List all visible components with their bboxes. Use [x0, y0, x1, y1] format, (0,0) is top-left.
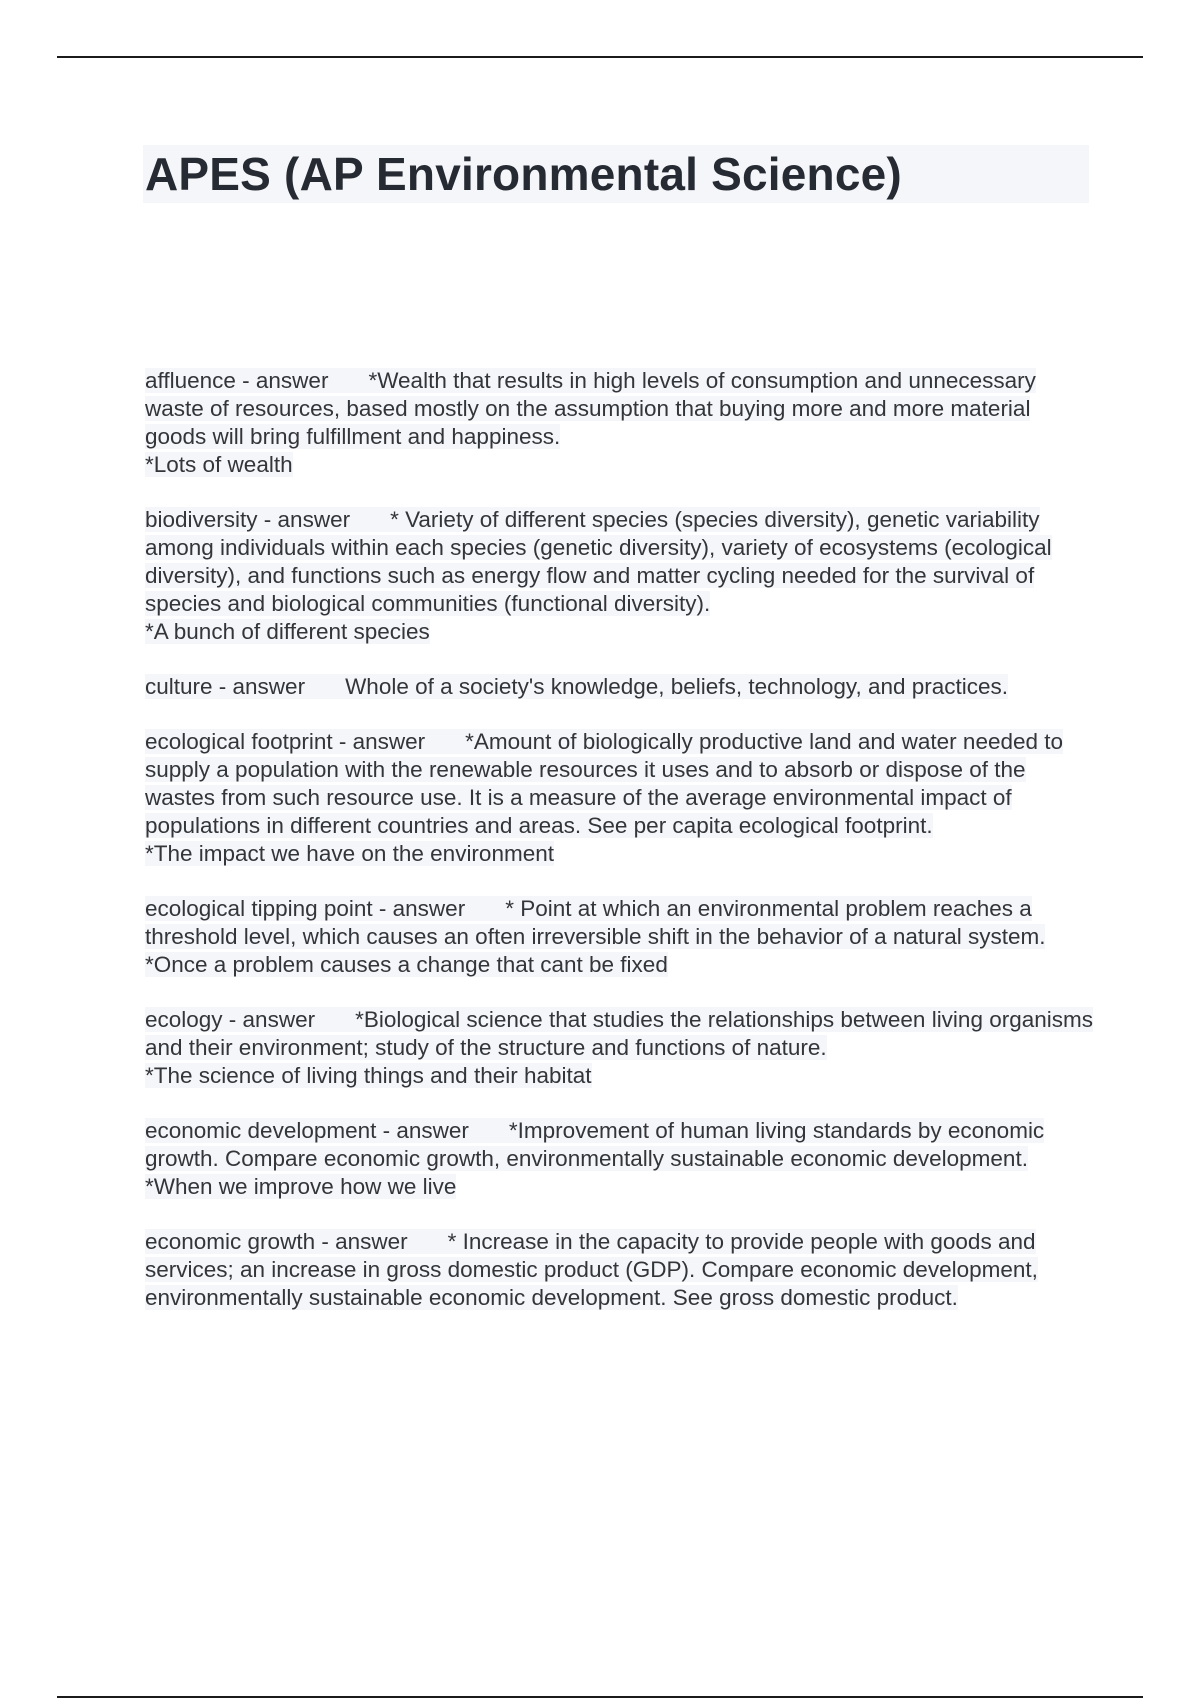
entry-summary: *Lots of wealth	[145, 452, 293, 477]
entry-term: economic development - answer	[145, 1118, 469, 1143]
list-item	[145, 728, 1095, 868]
entry-summary: *A bunch of different species	[145, 619, 430, 644]
entry-definition: * Increase in the capacity to provide people with goods and services; an increase in gross domestic product (GDP). Compare economic development, environmentally sustainable economic development. See gross domestic product.	[145, 1229, 1038, 1310]
entry-list	[145, 367, 1095, 1339]
top-rule	[57, 56, 1143, 58]
entry-definition: *Biological science that studies the relationships between living organisms and their environment; study of the structure and functions of nature.	[145, 1007, 1094, 1060]
entry-summary: *Once a problem causes a change that cant be fixed	[145, 952, 668, 977]
entry-term: ecological tipping point - answer	[145, 896, 466, 921]
list-item	[145, 1228, 1095, 1312]
bottom-rule	[57, 1696, 1143, 1698]
entry-definition: * Point at which an environmental problem reaches a threshold level, which causes an often irreversible shift in the behavior of a natural system.	[145, 896, 1046, 949]
list-item	[145, 895, 1095, 979]
entry-term: biodiversity - answer	[145, 507, 351, 532]
list-item	[145, 1117, 1095, 1201]
entry-term: ecological footprint - answer	[145, 729, 426, 754]
entry-definition: Whole of a society's knowledge, beliefs, technology, and practices.	[345, 674, 1009, 699]
entry-definition: *Amount of biologically productive land and water needed to supply a population with the renewable resources it uses and to absorb or dispose of the wastes from such resource use. It is a measure of the average environmental impact of populations in different countries and areas. See per capita ecological footprint.	[145, 729, 1064, 838]
entry-summary: *When we improve how we live	[145, 1174, 457, 1199]
entry-summary: *The impact we have on the environment	[145, 841, 554, 866]
entry-term: ecology - answer	[145, 1007, 316, 1032]
list-item	[145, 367, 1095, 479]
entry-summary: *The science of living things and their habitat	[145, 1063, 592, 1088]
entry-definition: *Wealth that results in high levels of consumption and unnecessary waste of resources, based mostly on the assumption that buying more and more material goods will bring fulfillment and happiness.	[145, 368, 1036, 449]
page-title: APES (AP Environmental Science)	[145, 148, 902, 200]
list-item	[145, 1006, 1095, 1090]
entry-definition: *Improvement of human living standards by economic growth. Compare economic growth, environmentally sustainable economic development.	[145, 1118, 1045, 1171]
entry-term: affluence - answer	[145, 368, 329, 393]
entry-term: economic growth - answer	[145, 1229, 408, 1254]
list-item	[145, 506, 1095, 646]
entry-definition: * Variety of different species (species diversity), genetic variability among individuals within each species (genetic diversity), variety of ecosystems (ecological diversity), and functions such as energy flow and matter cycling needed for the survival of species and biological communities (functional diversity).	[145, 507, 1052, 616]
entry-term: culture - answer	[145, 674, 306, 699]
list-item	[145, 673, 1095, 701]
